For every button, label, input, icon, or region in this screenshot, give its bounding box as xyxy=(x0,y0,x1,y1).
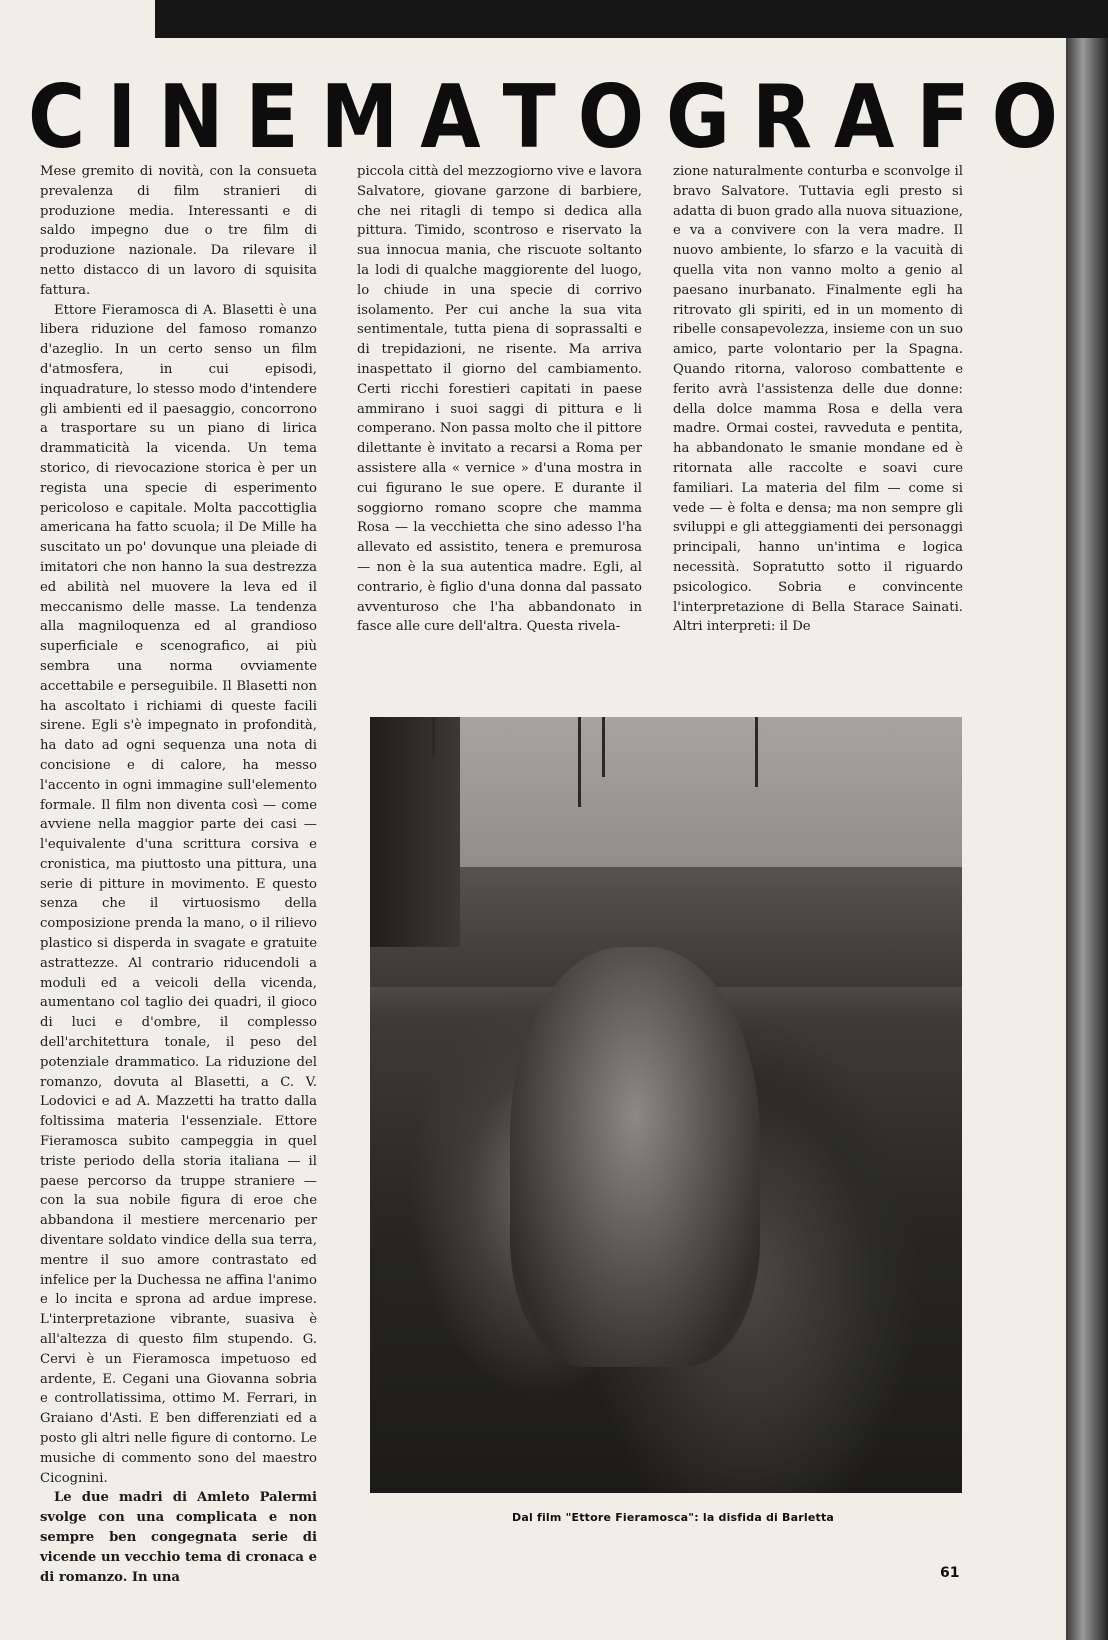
photo-caption: Dal film "Ettore Fieramosca": la disfida di Barletta xyxy=(512,1511,835,1524)
article-column-2 xyxy=(357,162,642,637)
page-title: C I N E M A T O G R A F O xyxy=(28,67,1058,169)
banner-shape xyxy=(370,717,460,947)
article-column-3 xyxy=(673,162,963,637)
paragraph-le-due-madri: Le due madri di Amleto Palermi svolge con una complicata e non sempre ben congegnata serie di vicende un vecchio tema di cronaca e di romanzo. In una xyxy=(40,1490,317,1585)
paragraph-ettore-fieramosca: Ettore Fieramosca di A. Blasetti è una libera riduzione del famoso romanzo d'azeglio. In un certo senso un film d'atmosfera, in cui episodi, inquadrature, lo stesso modo d'intendere gli ambienti ed il paesaggio, concorrono a trasportare su un piano di lirica drammaticità la vicenda. Un tema storico, di rievocazione storica è per un regista una specie di esperimento pericoloso e capitale. Molta paccottiglia americana ha fatto scuola; il De Mille ha suscitato un po' dovunque una pleiade di imitatori che non hanno la sua destrezza ed abilità nel muovere la leva ed il meccanismo delle masse. La tendenza alla magniloquenza ed al grandioso superficiale e scenografico, ai più sembra una norma ovviamente accettabile e perseguibile. Il Blasetti non ha ascoltato i richiami di queste facili sirene. Egli s'è impegnato in profondità, ha dato ad ogni sequenza una nota di concisione e di calore, ha messo l'accento in ogni immagine sull'elemento formale. Il film non diventa così — come avviene nella maggior parte dei casi — l'equivalente d'una scrittura corsiva e cronistica, ma piuttosto una pittura, una serie di pitture in movimento. E questo senza che il virtuosismo della composizione prenda la mano, o il rilievo plastico si disperda in svagate e gratuite astrattezze. Al contrario riducendoli a moduli ed a veicoli della vicenda, aumentano col taglio dei quadri, il gioco di luci e d'ombre, il complesso dell'architettura tonale, il peso del potenziale drammatico. La riduzione del romanzo, dovuta al Blasetti, a C. V. Lodovici e ad A. Mazzetti ha tratto dalla foltissima materia l'essenziale. Ettore Fieramosca subito campeggia in quel triste periodo della storia italiana — il paese percorso da truppe straniere — con la sua nobile figura di eroe che abbandona il mestiere mercenario per diventare soldato vindice della sua terra, mentre il suo amore contrastato ed infelice per la Duchessa ne affina l'animo e lo incita e sprona ad ardue imprese. L'interpretazione vibrante, suasiva è all'altezza di questo film stupendo. G. Cervi è un Fieramosca impetuoso ed ardente, E. Cegani una Giovanna sobria e controllatissima, ottimo M. Ferrari, in Graiano d'Asti. E ben differenziati ed a posto gli altri nelle figure di contorno. Le musiche di commento sono del maestro Cicognini. xyxy=(40,302,317,1486)
horseman-figure xyxy=(510,947,760,1367)
paragraph-column-3: zione naturalmente conturba e sconvolge il bravo Salvatore. Tuttavia egli presto si adatta di buon grado alla nuova situazione, e va a convivere con la vera madre. Il nuovo ambiente, lo sfarzo e la vacuità di quella vita non vanno molto a genio al paesano inurbanato. Finalmente egli ha ritrovato gli spiriti, ed in un momento di ribelle consapevolezza, insieme con un suo amico, parte volontario per la Spagna. Quando ritorna, valoroso combattente e ferito avrà l'assistenza delle due donne: della dolce mamma Rosa e della vera madre. Ormai costei, ravveduta e pentita, ha abbandonato le smanie mondane ed è ritornata alle raccolte e soavi cure familiari. La materia del film — come si vede — è folta e densa; ma non sempre gli sviluppi e gli atteggiamenti dei personaggi principali, hanno un'intima e logica necessità. Sopratutto sotto il riguardo psicologico. Sobria e convincente l'interpretazione di Bella Starace Sainati. Altri interpreti: il De xyxy=(673,164,963,635)
page-binding-edge xyxy=(1066,38,1108,1640)
paragraph-intro: Mese gremito di novità, con la consueta prevalenza di film stranieri di produzione media. Interessanti e di saldo impegno due o tre film di produzione nazionale. Da rilevare il netto distacco di un lavoro di squisita fattura. xyxy=(40,164,317,298)
top-dark-band xyxy=(155,0,1108,38)
film-still-photo xyxy=(370,717,962,1493)
paragraph-column-2: piccola città del mezzogiorno vive e lavora Salvatore, giovane garzone di barbiere, che nei ritagli di tempo si dedica alla pittura. Timido, scontroso e riservato la sua innocua mania, che riscuote soltanto la lodi di qualche maggiorente del luogo, lo chiude in una specie di corrivo isolamento. Per cui anche la sua vita sentimentale, tutta piena di soprassalti e di trepidazioni, ne risente. Ma arriva inaspettato il giorno del cambiamento. Certi ricchi forestieri capitati in paese ammirano i suoi saggi di pittura e li comperano. Non passa molto che il pittore dilettante è invitato a recarsi a Roma per assistere alla « vernice » d'una mostra in cui figurano le sue opere. E durante il soggiorno romano scopre che mamma Rosa — la vecchietta che sino adesso l'ha allevato ed assistito, tenera e premurosa — non è la sua autentica madre. Egli, al contrario, è figlio d'una donna dal passato avventuroso che l'ha abbandonato in fasce alle cure dell'altra. Questa rivela- xyxy=(357,164,642,635)
page-number: 61 xyxy=(940,1565,960,1581)
article-column-1 xyxy=(40,162,317,1587)
